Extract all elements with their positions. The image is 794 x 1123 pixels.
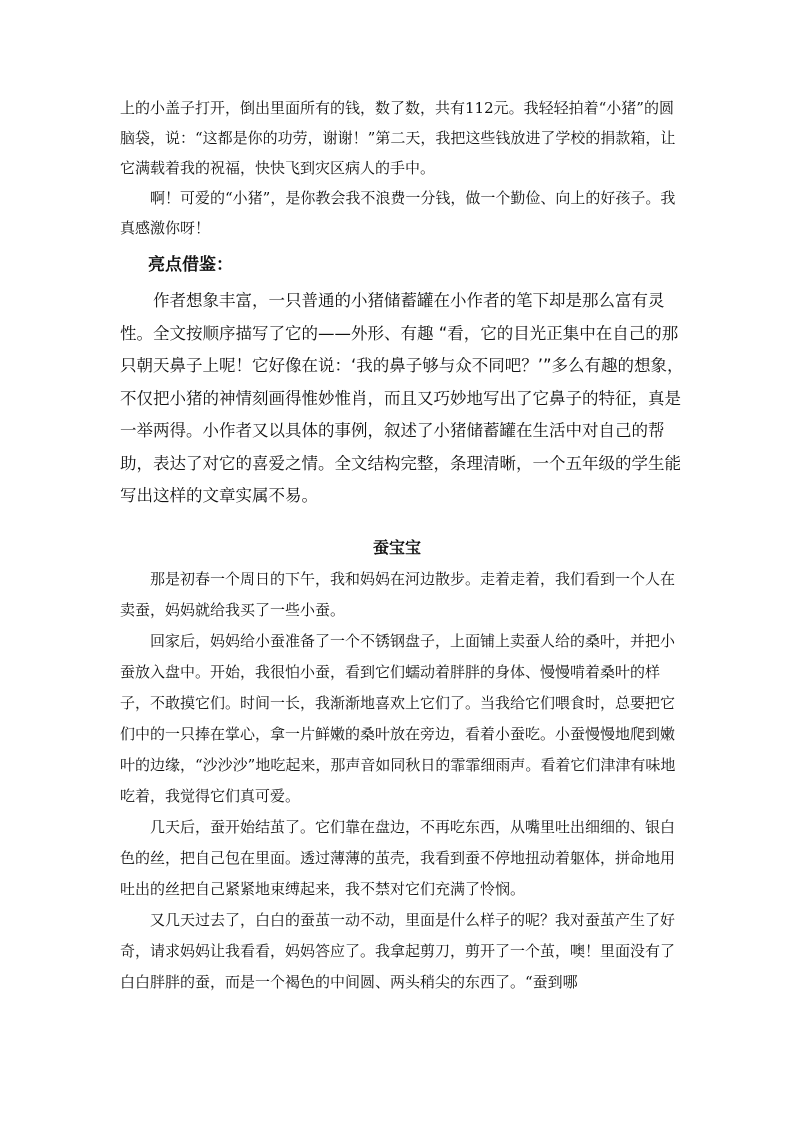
review-section [120, 285, 690, 513]
essay1-paragraph-2: 啊！可爱的“小猪”，是你教会我不浪费一分钱，做一个勤俭、向上的好孩子。我真感激你呀！ [120, 189, 676, 237]
essay2-paragraph-4: 又几天过去了，白白的蚕茧一动不动，里面是什么样子的呢？我对蚕茧产生了好奇，请求妈妈让我看看，妈妈答应了。我拿起剪刀，剪开了一个茧，噢！里面没有了白白胖胖的蚕，而是一个褐色的中间圆、两头稍尖的东西了。“蚕到哪 [120, 911, 676, 991]
essay2-title: 蚕宝宝 [372, 538, 421, 557]
essay2-paragraph-3: 几天后，蚕开始结茧了。它们靠在盘边，不再吃东西，从嘴里吐出细细的、银白色的丝，把自己包在里面。透过薄薄的茧壳，我看到蚕不停地扭动着躯体，拼命地用吐出的丝把自己紧紧地束缚起来，我不禁对它们充满了怜悯。 [120, 818, 676, 898]
essay-silkworm [120, 564, 682, 998]
review-paragraph: 作者想象丰富，一只普通的小猪储蓄罐在小作者的笔下却是那么富有灵性。全文按顺序描写了它的——外形、有趣 “看，它的目光正集中在自己的那只朝天鼻子上呢！它好像在说：‘我的鼻子够与众不同吧？’”多么有趣的想象，不仅把小猪的神情刻画得惟妙惟肖，而且又巧妙地写出了它鼻子的特征，真是一举两得。小作者又以具体的事例，叙述了小猪储蓄罐在生活中对自己的帮助，表达了对它的喜爱之情。全文结构完整，条理清晰，一个五年级的学生能写出这样的文章实属不易。 [120, 291, 684, 505]
essay-piggy-bank-ending [120, 93, 680, 243]
review-heading: 亮点借鉴： [148, 255, 233, 275]
essay2-paragraph-1: 那是初春一个周日的下午，我和妈妈在河边散步。走着走着，我们看到一个人在卖蚕，妈妈就给我买了一些小蚕。 [120, 570, 676, 619]
essay2-paragraph-2: 回家后，妈妈给小蚕准备了一个不锈钢盘子，上面铺上卖蚕人给的桑叶，并把小蚕放入盘中。开始，我很怕小蚕，看到它们蠕动着胖胖的身体、慢慢啃着桑叶的样子，不敢摸它们。时间一长，我渐渐地喜欢上它们了。当我给它们喂食时，总要把它们中的一只捧在掌心，拿一片鲜嫩的桑叶放在旁边，看着小蚕吃。小蚕慢慢地爬到嫩叶的边缘，“沙沙沙”地吃起来，那声音如同秋日的霏霏细雨声。看着它们津津有味地吃着，我觉得它们真可爱。 [120, 632, 676, 805]
essay1-paragraph-1: 上的小盖子打开，倒出里面所有的钱，数了数，共有112元。我轻轻拍着“小猪”的圆脑袋，说：“这都是你的功劳，谢谢！”第二天，我把这些钱放进了学校的捐款箱，让它满载着我的祝福，快快飞到灾区病人的手中。 [120, 99, 676, 177]
